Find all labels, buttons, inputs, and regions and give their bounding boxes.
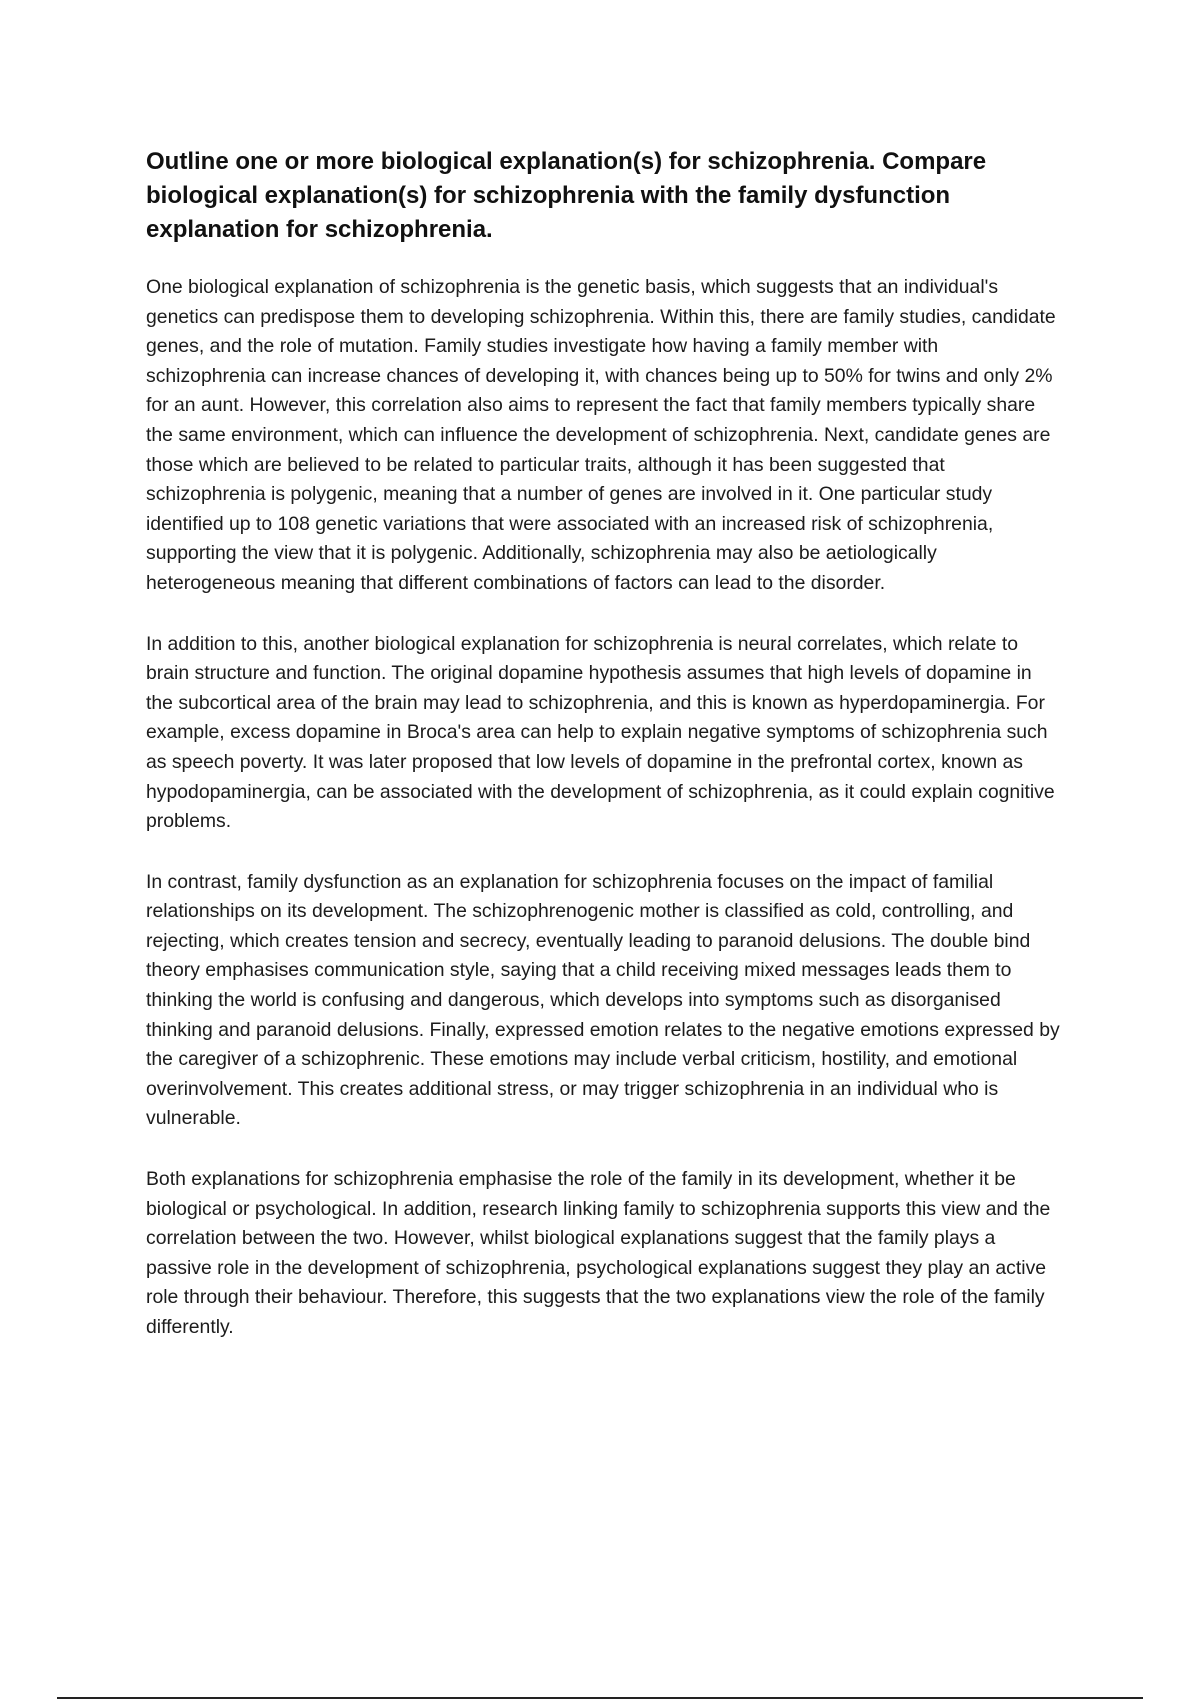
document-body (146, 145, 1060, 1374)
paragraph-comparison: Both explanations for schizophrenia emphasise the role of the family in its development, whether it be biological or psychological. In addition, research linking family to schizophrenia supports this view and the correlation between the two. However, whilst biological explanations suggest that the family plays a passive role in the development of schizophrenia, psychological explanations suggest they play an active role through their behaviour. Therefore, this suggests that the two explanations view the role of the family differently. (146, 1168, 1051, 1338)
footer-divider (57, 1697, 1143, 1699)
paragraph-genetic-basis: One biological explanation of schizophrenia is the genetic basis, which suggests that an individual's genetics can predispose them to developing schizophrenia. Within this, there are family studies, candidate genes, and the role of mutation. Family studies investigate how having a family member with schizophrenia can increase chances of developing it, with chances being up to 50% for twins and only 2% for an aunt. However, this correlation also aims to represent the fact that family members typically share the same environment, which can influence the development of schizophrenia. Next, candidate genes are those which are believed to be related to particular traits, although it has been suggested that schizophrenia is polygenic, meaning that a number of genes are involved in it. One particular study identified up to 108 genetic variations that were associated with an increased risk of schizophrenia, supporting the view that it is polygenic. Additionally, schizophrenia may also be aetiologically heterogeneous meaning that different combinations of factors can lead to the disorder. (146, 276, 1056, 594)
paragraph-family-dysfunction: In contrast, family dysfunction as an explanation for schizophrenia focuses on the impact of familial relationships on its development. The schizophrenogenic mother is classified as cold, controlling, and rejecting, which creates tension and secrecy, eventually leading to paranoid delusions. The double bind theory emphasises communication style, saying that a child receiving mixed messages leads them to thinking the world is confusing and dangerous, which develops into symptoms such as disorganised thinking and paranoid delusions. Finally, expressed emotion relates to the negative emotions expressed by the caregiver of a schizophrenic. These emotions may include verbal criticism, hostility, and emotional overinvolvement. This creates additional stress, or may trigger schizophrenia in an individual who is vulnerable. (146, 870, 1060, 1130)
paragraph-neural-correlates: In addition to this, another biological explanation for schizophrenia is neural correlates, which relate to brain structure and function. The original dopamine hypothesis assumes that high levels of dopamine in the subcortical area of the brain may lead to schizophrenia, and this is known as hyperdopaminergia. For example, excess dopamine in Broca's area can help to explain negative symptoms of schizophrenia such as speech poverty. It was later proposed that low levels of dopamine in the prefrontal cortex, known as hypodopaminergia, can be associated with the development of schizophrenia, as it could explain cognitive problems. (146, 632, 1055, 833)
essay-question-heading: Outline one or more biological explanation(s) for schizophrenia. Compare biological explanation(s) for schizophrenia with the family dysfunction explanation for schizophrenia. (146, 148, 987, 243)
